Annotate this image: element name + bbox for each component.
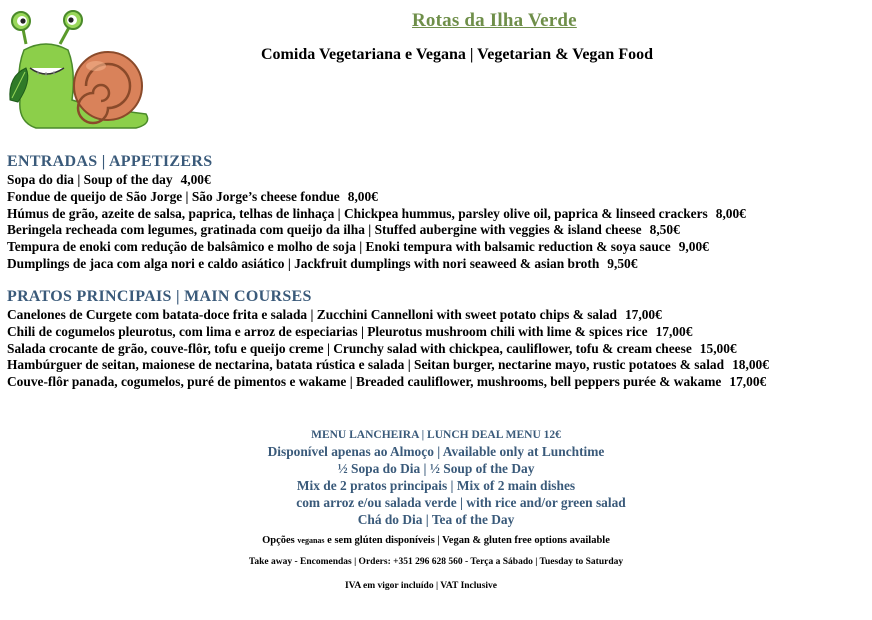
item-name: Dumplings de jaca com alga nori e caldo asiático | Jackfruit dumplings with nori seaweed & asian broth — [7, 255, 600, 271]
orders-note: Take away - Encomendas | Orders: +351 296 628 560 - Terça a Sábado | Tuesday to Saturday — [248, 557, 624, 567]
lunch-deal-line: com arroz e/ou salada verde | with rice and/or green salad — [296, 495, 626, 510]
item-name: Couve-flôr panada, cogumelos, puré de pimentos e wakame | Breaded cauliflower, mushrooms, bell peppers purée & wakame — [7, 374, 722, 390]
item-price: 17,00€ — [655, 323, 693, 339]
menu-item — [7, 222, 867, 239]
restaurant-subtitle: Comida Vegetariana e Vegana | Vegetarian & Vegan Food — [261, 46, 653, 63]
item-price: 8,00€ — [715, 205, 746, 221]
item-name: Salada crocante de grão, couve-flôr, tofu e queijo creme | Crunchy salad with chickpea, cauliflower, tofu & cream cheese — [7, 340, 692, 356]
menu-item — [7, 357, 867, 374]
lunch-deal-section — [0, 427, 872, 528]
item-price: 18,00€ — [732, 357, 769, 373]
snail-logo-icon — [6, 10, 154, 130]
main-courses-heading: PRATOS PRINCIPAIS | MAIN COURSES — [7, 288, 312, 305]
menu-item — [7, 189, 867, 206]
menu-item — [7, 172, 867, 189]
item-price: 8,00€ — [347, 188, 378, 204]
item-price: 17,00€ — [729, 374, 767, 390]
appetizers-heading: ENTRADAS | APPETIZERS — [7, 153, 213, 170]
item-name: Fondue de queijo de São Jorge | São Jorge’s cheese fondue — [7, 188, 340, 204]
menu-item — [7, 341, 867, 358]
item-price: 17,00€ — [624, 307, 662, 322]
menu-item — [7, 324, 867, 341]
options-pre: Opções — [262, 535, 298, 546]
lunch-deal-line: ½ Sopa do Dia | ½ Soup of the Day — [337, 461, 535, 476]
options-post: e sem glúten disponíveis | Vegan & gluten free options available — [324, 535, 610, 546]
item-name: Tempura de enoki com redução de balsâmico e molho de soja | Enoki tempura with balsamic reduction & soya sauce — [7, 239, 671, 255]
lunch-deal-line: Mix de 2 pratos principais | Mix of 2 main dishes — [296, 478, 576, 493]
lunch-deal-heading: MENU LANCHEIRA | LUNCH DEAL MENU 12€ — [311, 429, 561, 441]
menu-item — [7, 256, 867, 273]
appetizers-list — [7, 172, 867, 273]
lunch-deal-line: Disponível apenas ao Almoço | Available only at Lunchtime — [267, 444, 605, 459]
menu-item — [7, 206, 867, 223]
options-small: veganas — [297, 536, 325, 545]
menu-item — [7, 239, 867, 256]
item-name: Chili de cogumelos pleurotus, com lima e arroz de especiarias | Pleurotus mushroom chili with lime & spices rice — [7, 323, 648, 339]
item-price: 9,00€ — [678, 239, 709, 255]
item-price: 15,00€ — [699, 340, 737, 356]
menu-item — [7, 374, 867, 391]
item-price: 4,00€ — [180, 172, 211, 187]
item-price: 8,50€ — [649, 222, 680, 238]
item-name: Beringela recheada com legumes, gratinada com queijo da ilha | Stuffed aubergine with veggies & island cheese — [7, 222, 642, 238]
main-courses-list — [7, 307, 867, 391]
item-name: Húmus de grão, azeite de salsa, paprica, telhas de linhaça | Chickpea hummus, parsley olive oil, paprica & linseed crackers — [7, 205, 708, 221]
lunch-deal-line: Chá do Dia | Tea of the Day — [357, 512, 515, 527]
vat-note: IVA em vigor incluído | VAT Inclusive — [344, 581, 498, 591]
dietary-options-note — [0, 535, 872, 546]
item-name: Hambúrguer de seitan, maionese de nectarina, batata rústica e salada | Seitan burger, nectarine mayo, rustic potatoes & salad — [7, 357, 725, 373]
item-price: 9,50€ — [607, 255, 638, 271]
item-name: Sopa do dia | Soup of the day — [7, 172, 173, 187]
menu-item — [7, 307, 867, 324]
item-name: Canelones de Curgete com batata-doce frita e salada | Zucchini Cannelloni with sweet potato chips & salad — [7, 307, 617, 322]
restaurant-title: Rotas da Ilha Verde — [412, 10, 577, 31]
